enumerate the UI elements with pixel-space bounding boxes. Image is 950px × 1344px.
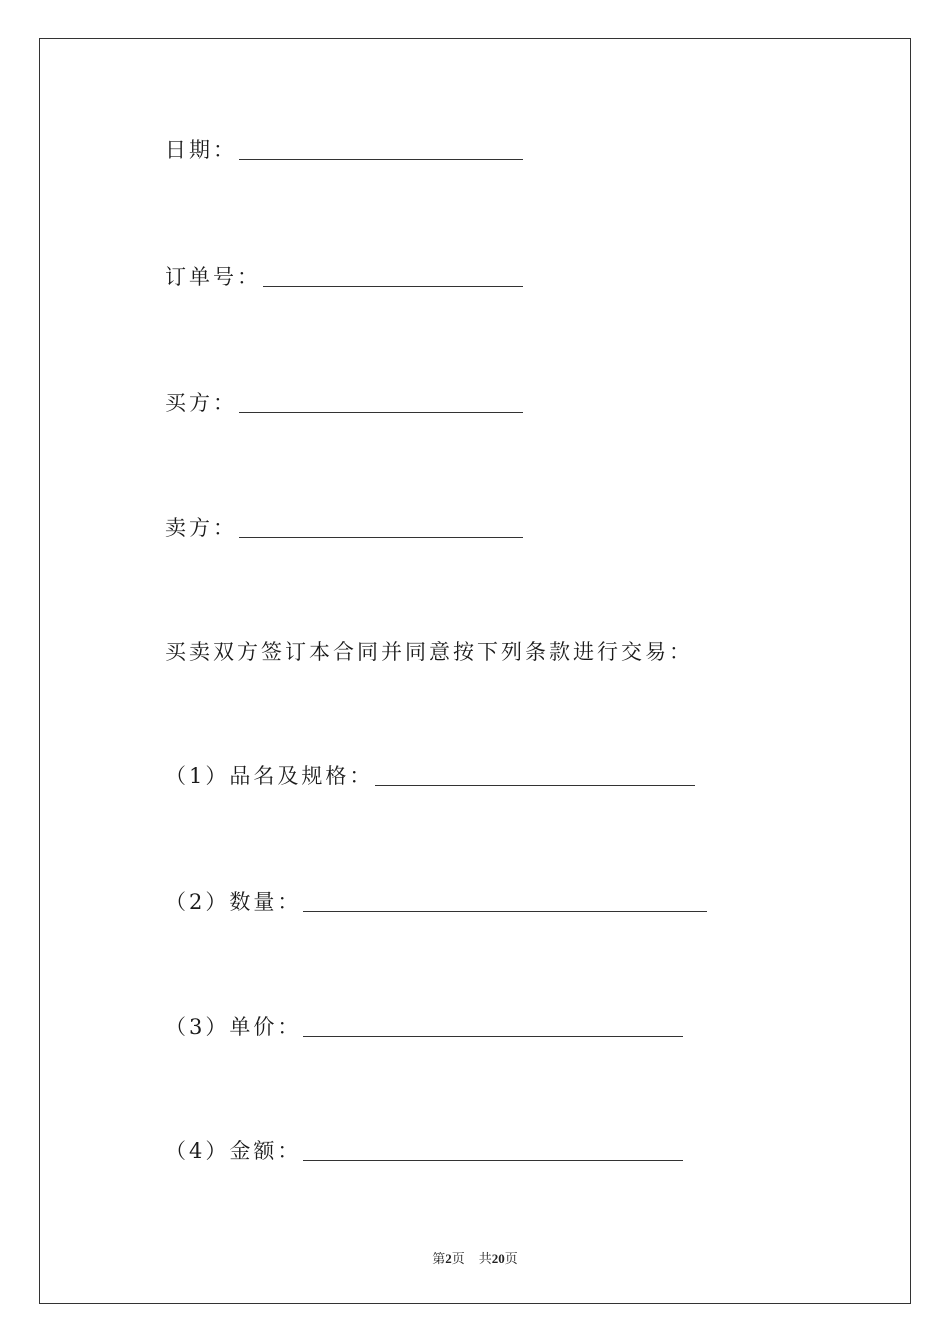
total-prefix: 共 <box>478 1252 492 1267</box>
amount-label: （4）金额： <box>165 1139 302 1163</box>
item-name-spec-field <box>165 760 695 790</box>
amount-field <box>165 1135 683 1165</box>
total-page-number: 20 <box>491 1251 505 1266</box>
buyer-field <box>165 387 523 417</box>
page-border <box>39 38 911 1304</box>
item-name-spec-label: （1）品名及规格： <box>165 764 374 788</box>
order-number-field <box>165 261 523 291</box>
unit-price-label: （3）单价： <box>165 1015 302 1039</box>
date-field <box>165 134 523 164</box>
unit-price-blank-line[interactable] <box>303 1035 683 1037</box>
seller-blank-line[interactable] <box>239 536 523 538</box>
order-number-blank-line[interactable] <box>263 285 523 287</box>
quantity-label: （2）数量： <box>165 890 302 914</box>
order-number-label: 订单号： <box>165 265 261 289</box>
amount-blank-line[interactable] <box>303 1159 683 1161</box>
unit-price-field <box>165 1011 683 1041</box>
current-page-number: 2 <box>445 1251 452 1266</box>
item-name-spec-blank-line[interactable] <box>375 784 695 786</box>
page-prefix: 第 <box>432 1252 446 1267</box>
quantity-field <box>165 886 707 916</box>
intro-paragraph: 买卖双方签订本合同并同意按下列条款进行交易： <box>165 640 693 664</box>
page-unit: 页 <box>451 1252 465 1267</box>
quantity-blank-line[interactable] <box>303 910 707 912</box>
date-blank-line[interactable] <box>239 158 523 160</box>
total-unit: 页 <box>504 1252 518 1267</box>
seller-field <box>165 512 523 542</box>
page-footer <box>0 1248 950 1267</box>
buyer-blank-line[interactable] <box>239 411 523 413</box>
seller-label: 卖方： <box>165 516 237 540</box>
date-label: 日期： <box>165 138 237 162</box>
buyer-label: 买方： <box>165 391 237 415</box>
